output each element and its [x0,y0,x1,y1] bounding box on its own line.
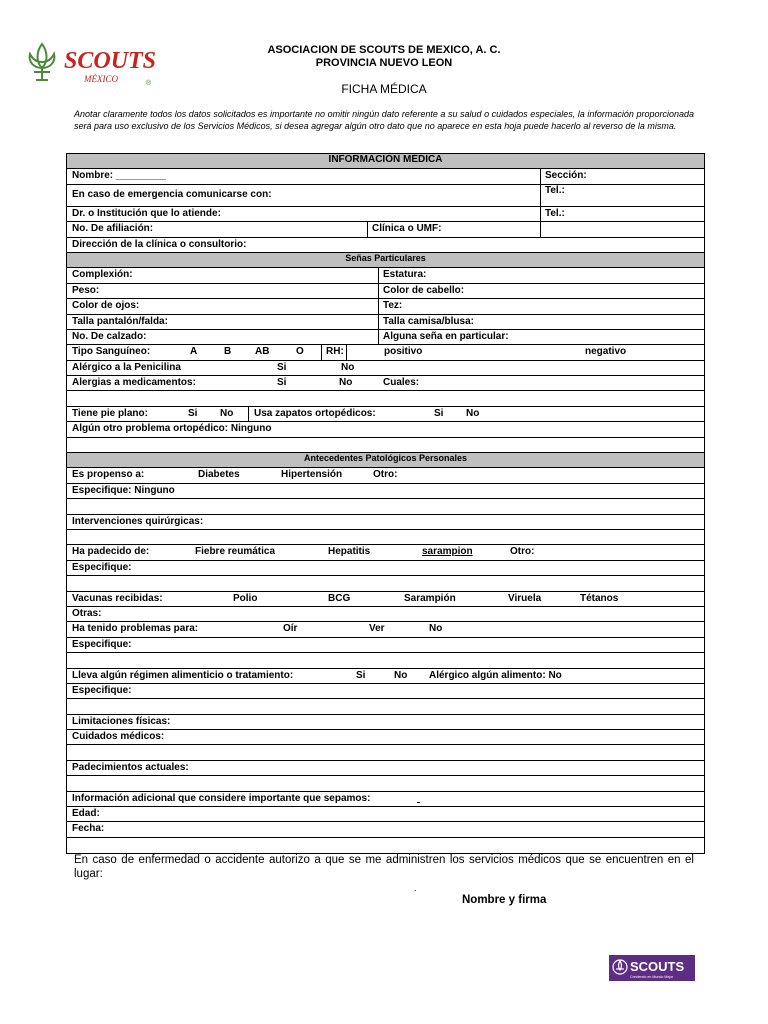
camisa-field[interactable]: Talla camisa/blusa: [383,315,474,327]
logo-mark: ® [146,80,152,87]
row-blank-4 [67,530,704,545]
badge-subtext: Creciendo en Mundo Mejor [630,975,674,979]
medicamentos-label: Alergias a medicamentos: [72,377,196,389]
pie-plano-label: Tiene pie plano: [72,407,148,419]
cabello-field[interactable]: Color de cabello: [383,284,465,296]
row-ojos [67,299,704,314]
padecido-fiebre[interactable]: Fiebre reumática [195,546,276,558]
signature-dot: . [414,883,417,893]
row-blank-3 [67,499,704,514]
row-complexion [67,268,704,283]
especifique-ninguno-field[interactable]: Especifique: Ninguno [72,484,175,496]
blood-type-ab[interactable]: AB [255,346,270,358]
cuales-field[interactable]: Cuales: [383,377,420,389]
row-blank-2 [67,438,704,453]
alergico-alimento-field[interactable]: Alérgico algún alimento: No [429,669,562,681]
adicional-field[interactable] [417,793,420,804]
row-blank-6 [67,653,704,668]
row-nombre [67,169,704,184]
org-name: ASOCIACION DE SCOUTS DE MEXICO, A. C. [267,44,501,56]
signature-label[interactable]: Nombre y firma [462,894,547,906]
vacuna-bcg[interactable]: BCG [328,592,351,604]
propenso-diabetes[interactable]: Diabetes [198,469,240,481]
clinica-field[interactable]: Clínica o UMF: [372,223,442,235]
row-intervenciones [67,515,704,530]
row-fecha [67,822,704,837]
especifique-field-3[interactable]: Especifique: [72,684,132,696]
calzado-field[interactable]: No. De calzado: [72,330,147,342]
estatura-field[interactable]: Estatura: [383,269,427,281]
row-vacunas [67,592,704,607]
row-emergencia [67,185,704,207]
edad-field[interactable]: Edad: [72,808,100,820]
row-especifique-3 [67,638,704,653]
scouts-badge-logo [609,955,695,981]
problemas-label: Ha tenido problemas para: [72,623,199,635]
fecha-field[interactable]: Fecha: [72,823,105,835]
row-otras [67,607,704,622]
row-direccion [67,238,704,253]
propenso-hipertension[interactable]: Hipertensión [281,469,343,481]
province-name: PROVINCIA NUEVO LEON [315,57,453,69]
section-header-antecedentes: Antecedentes Patológicos Personales [67,453,704,468]
propenso-otro[interactable]: Otro: [373,469,398,481]
row-calzado [67,330,704,345]
padecido-otro[interactable]: Otro: [510,546,535,558]
row-peso [67,284,704,299]
row-blank-5 [67,576,704,591]
medicamentos-si[interactable]: Si [277,377,287,389]
row-edad [67,807,704,822]
consent-text: En caso de enfermedad o accidente autorizo a que se me administren los servicios médicos que se encuentren en el lugar: [74,854,694,880]
row-doctor [67,207,704,222]
rh-negativo[interactable]: negativo [585,346,627,358]
padecido-hepatitis[interactable]: Hepatitis [328,546,371,558]
row-otro-ortopedico [67,422,704,437]
padecido-label: Ha padecido de: [72,546,150,558]
problemas-no[interactable]: No [429,623,443,635]
row-adicional [67,792,704,807]
row-padecido [67,545,704,560]
problemas-oir[interactable]: Oír [283,623,298,635]
row-blank-1 [67,391,704,406]
ortopedicos-label: Usa zapatos ortopédicos: [254,407,376,419]
nombre-field[interactable]: Nombre: _________ [72,170,166,182]
direccion-field[interactable]: Dirección de la clínica o consultorio: [72,238,247,250]
row-especifique-4 [67,684,704,699]
row-limitaciones [67,715,704,730]
badge-fleur-icon [613,960,627,974]
row-especifique-1 [67,484,704,499]
rh-label: RH: [326,346,344,358]
row-penicilina [67,361,704,376]
seccion-field[interactable]: Sección: [545,170,587,182]
propenso-label: Es propenso a: [72,469,145,481]
row-afiliacion [67,222,704,237]
row-medicamentos [67,376,704,391]
vacunas-label: Vacunas recibidas: [72,592,163,604]
row-pie-plano [67,407,704,422]
section-header-senas: Señas Particulares [67,253,704,268]
afiliacion-field[interactable]: No. De afiliación: [72,223,154,235]
especifique-field-1[interactable]: Especifique: [72,561,132,573]
blood-type-a[interactable]: A [190,346,198,358]
doctor-tel-field[interactable]: Tel.: [545,207,565,219]
row-blank-7 [67,699,704,714]
regimen-si[interactable]: Si [356,669,366,681]
regimen-label: Lleva algún régimen alimenticio o tratamiento: [72,669,294,681]
row-blank-10 [67,838,704,853]
logo-text: SCOUTS [64,48,157,74]
limitaciones-field[interactable]: Limitaciones físicas: [72,715,171,727]
ojos-field[interactable]: Color de ojos: [72,300,140,312]
sena-field[interactable]: Alguna seña en particular: [383,330,509,342]
tez-field[interactable]: Tez: [383,300,403,312]
doctor-field[interactable]: Dr. o Institución que lo atiende: [72,207,221,219]
row-regimen [67,669,704,684]
padecimientos-field[interactable]: Padecimientos actuales: [72,761,189,773]
row-especifique-2 [67,561,704,576]
otras-field[interactable]: Otras: [72,607,102,619]
rh-positivo[interactable]: positivo [384,346,423,358]
row-cuidados [67,730,704,745]
medicamentos-no[interactable]: No [339,377,353,389]
sanguineo-label: Tipo Sanguíneo: [72,346,151,358]
pie-plano-si[interactable]: Si [188,407,198,419]
badge-text: SCOUTS [630,959,685,974]
ortopedicos-no[interactable]: No [466,407,480,419]
pie-plano-no[interactable]: No [220,407,234,419]
row-problemas [67,622,704,637]
section-header-info: INFORMACIÓN MÉDICA [67,154,704,169]
vacuna-polio[interactable]: Polio [233,592,258,604]
emergencia-field[interactable]: En caso de emergencia comunicarse con: [72,188,272,200]
row-propenso [67,468,704,483]
otro-ortopedico-field[interactable]: Algún otro problema ortopédico: Ninguno [72,423,272,435]
penicilina-no[interactable]: No [341,361,355,373]
intervenciones-field[interactable]: Intervenciones quirúrgicas: [72,515,204,527]
row-padecimientos [67,761,704,776]
regimen-no[interactable]: No [394,669,408,681]
vacuna-tetanos[interactable]: Tétanos [580,592,619,604]
complexion-field[interactable]: Complexión: [72,269,133,281]
row-sanguineo [67,345,704,360]
pantalon-field[interactable]: Talla pantalón/falda: [72,315,168,327]
vacuna-sarampion[interactable]: Sarampión [404,592,456,604]
medical-form [66,153,705,854]
vacuna-viruela[interactable]: Viruela [508,592,542,604]
tel-field[interactable]: Tel.: [545,184,565,196]
peso-field[interactable]: Peso: [72,284,100,296]
penicilina-si[interactable]: Si [277,361,287,373]
padecido-sarampion[interactable]: sarampion [422,546,473,558]
row-blank-9 [67,776,704,791]
row-blank-8 [67,745,704,760]
ortopedicos-si[interactable]: Si [434,407,444,419]
especifique-field-2[interactable]: Especifique: [72,638,132,650]
adicional-label: Información adicional que considere importante que sepamos: [72,792,371,804]
logo-subtext: MÉXICO [84,74,118,84]
blood-type-o[interactable]: O [296,346,304,358]
problemas-ver[interactable]: Ver [369,623,385,635]
cuidados-field[interactable]: Cuidados médicos: [72,731,165,743]
penicilina-label: Alérgico a la Penicilina [72,361,181,373]
blood-type-b[interactable]: B [224,346,232,358]
page-title: FICHA MÉDICA [341,82,427,96]
instructions: Anotar claramente todos los datos solicitados es importante no omitir ningún dato referente a su salud o cuidados especiales, la información proporcionada será para uso exclusivo de los Servicios Médicos, si desea agregar algún otro dato que no aparece en esta hoja puede hacerlo al reverso de la misma. [74,109,694,131]
row-tallas [67,315,704,330]
